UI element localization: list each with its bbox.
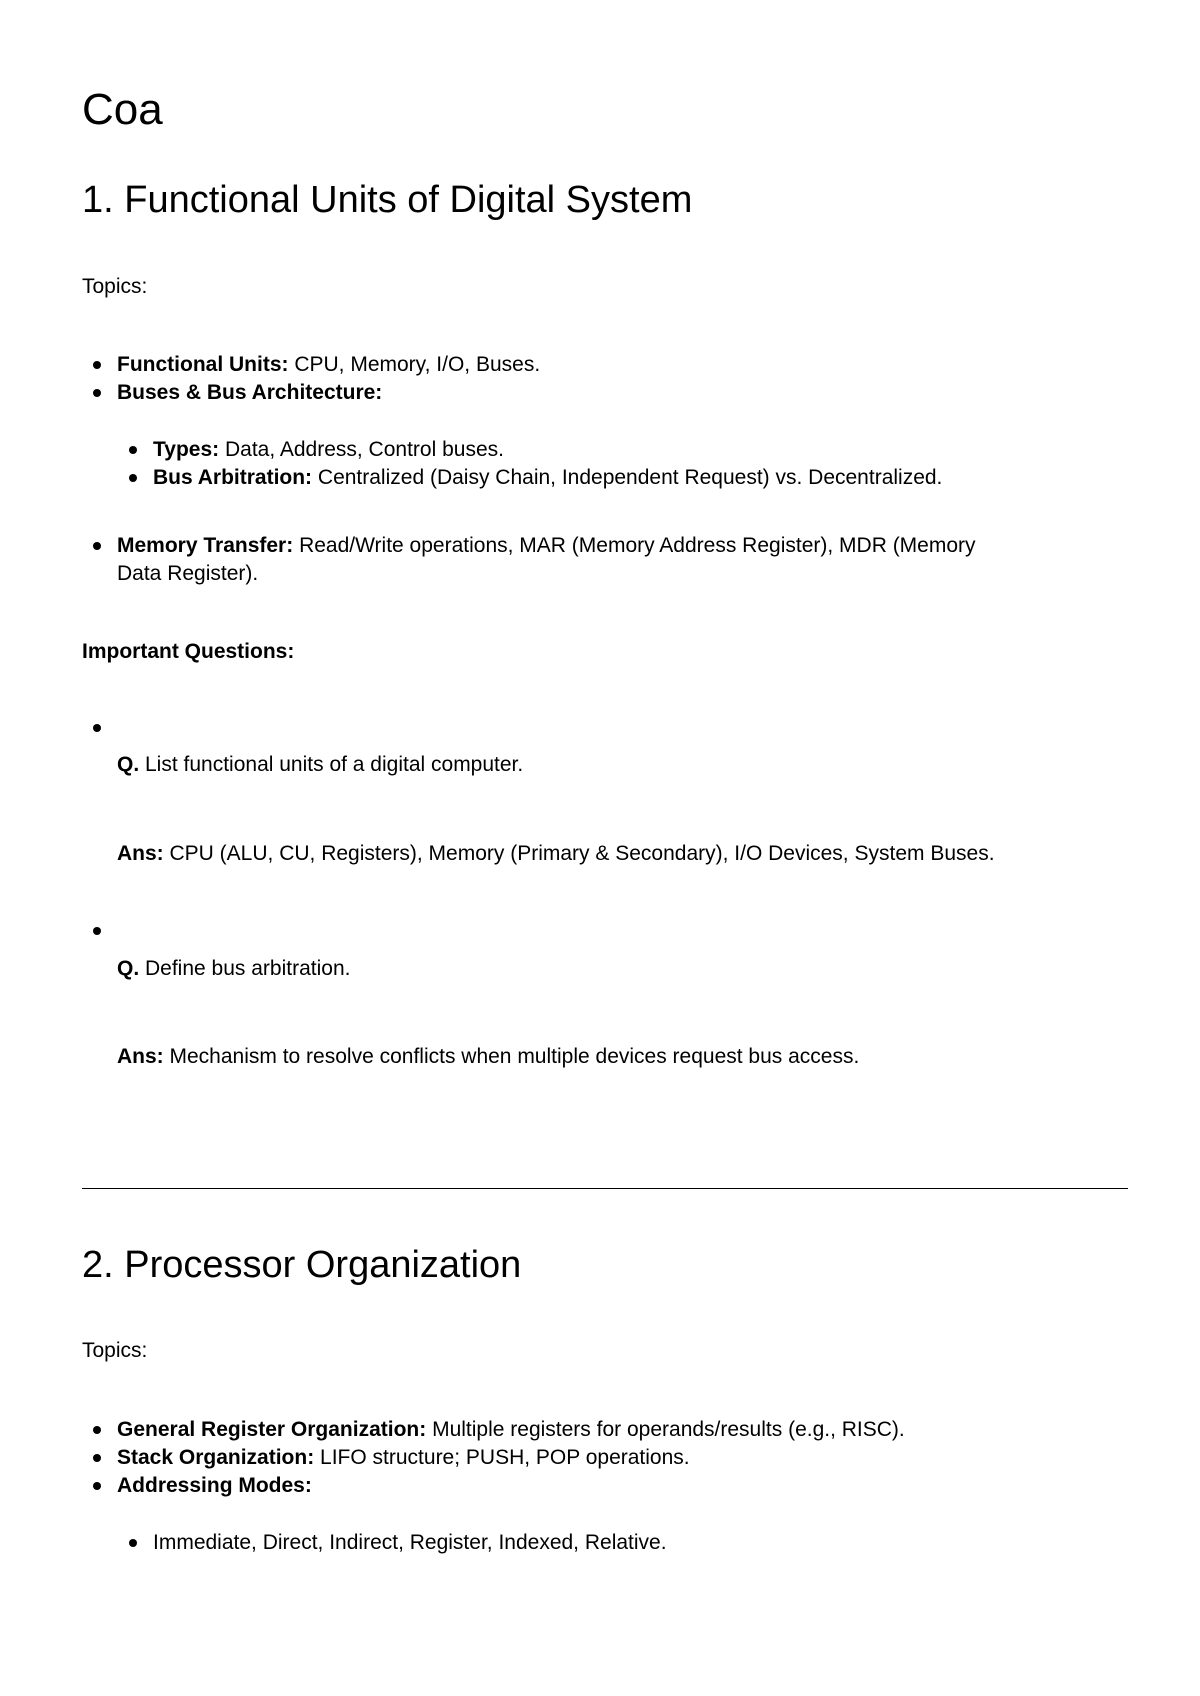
- answer-body: Mechanism to resolve conflicts when multiple devices request bus access.: [163, 1045, 860, 1068]
- answer-text: [117, 840, 995, 868]
- document-title: Coa: [82, 85, 163, 134]
- bullet-icon: [93, 927, 101, 935]
- topic-text: Multiple registers for operands/results (e.g., RISC).: [426, 1418, 905, 1441]
- question-text: [117, 751, 523, 779]
- bullet-icon: [93, 1454, 101, 1462]
- answer-body: CPU (ALU, CU, Registers), Memory (Primary & Secondary), I/O Devices, System Buses.: [163, 842, 995, 865]
- topic-text: Centralized (Daisy Chain, Independent Request) vs. Decentralized.: [312, 466, 943, 489]
- topic-text: Data, Address, Control buses.: [219, 438, 504, 461]
- bullet-icon: [93, 1482, 101, 1490]
- list-item: [153, 464, 942, 492]
- answer-label: Ans:: [117, 1045, 164, 1068]
- question-body: Define bus arbitration.: [139, 957, 351, 980]
- topic-term: Bus Arbitration:: [153, 466, 313, 489]
- bullet-icon: [93, 1426, 101, 1434]
- list-item: [117, 379, 382, 407]
- bullet-icon: [129, 446, 137, 454]
- section-2-heading: 2. Processor Organization: [82, 1244, 522, 1286]
- section-1-heading: 1. Functional Units of Digital System: [82, 179, 693, 221]
- bullet-icon: [93, 361, 101, 369]
- section-1-topics-label: Topics:: [82, 275, 148, 298]
- topic-term: Stack Organization:: [117, 1446, 315, 1469]
- topic-text: Read/Write operations, MAR (Memory Address Register), MDR (Memory: [293, 534, 976, 557]
- question-body: List functional units of a digital computer.: [139, 753, 524, 776]
- list-item-continuation: Data Register).: [117, 562, 259, 585]
- list-item: [153, 436, 504, 464]
- bullet-icon: [93, 724, 101, 732]
- topic-term: Addressing Modes:: [117, 1474, 312, 1497]
- bullet-icon: [129, 1539, 137, 1547]
- topic-term: Types:: [153, 438, 220, 461]
- topic-term: General Register Organization:: [117, 1418, 427, 1441]
- list-item: [117, 1444, 690, 1472]
- topic-term: Memory Transfer:: [117, 534, 294, 557]
- question-prefix: Q.: [117, 957, 140, 980]
- list-item: Immediate, Direct, Indirect, Register, Indexed, Relative.: [153, 1531, 667, 1554]
- list-item: [117, 1472, 312, 1500]
- section-1-questions-label: Important Questions:: [82, 640, 295, 663]
- list-item: [117, 1416, 905, 1444]
- bullet-icon: [93, 389, 101, 397]
- section-2-topics-label: Topics:: [82, 1339, 148, 1362]
- bullet-icon: [93, 542, 101, 550]
- list-item: [117, 532, 976, 560]
- question-prefix: Q.: [117, 753, 140, 776]
- answer-text: [117, 1043, 859, 1071]
- answer-label: Ans:: [117, 842, 164, 865]
- topic-text: LIFO structure; PUSH, POP operations.: [314, 1446, 690, 1469]
- section-divider: [82, 1188, 1128, 1189]
- topic-term: Buses & Bus Architecture:: [117, 381, 383, 404]
- question-text: [117, 955, 350, 983]
- topic-text: CPU, Memory, I/O, Buses.: [288, 353, 541, 376]
- bullet-icon: [129, 474, 137, 482]
- list-item: [117, 351, 540, 379]
- topic-term: Functional Units:: [117, 353, 289, 376]
